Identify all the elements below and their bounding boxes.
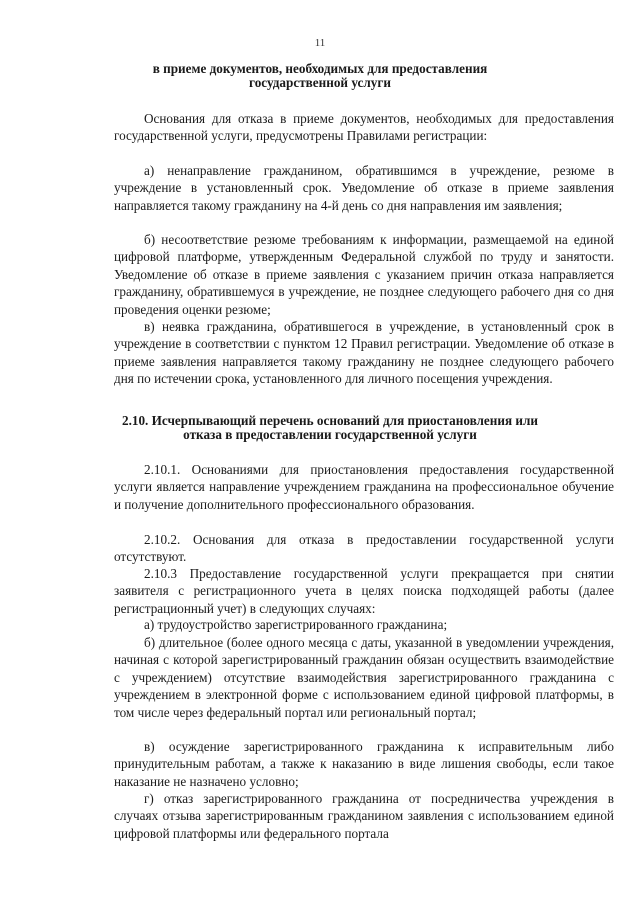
- paragraph-intro: Основания для отказа в приеме документов, необходимых для предоставления государственной услуги, предусмотрены Правилами регистрации:: [114, 111, 614, 144]
- paragraph-case-a: а) трудоустройство зарегистрированного гражданина;: [144, 617, 448, 632]
- paragraph-2-10-3: 2.10.3 Предоставление государственной услуги прекращается при снятии заявителя с регистрационного учета в целях поиска подходящей работы (далее регистрационный учет) в следующих случаях:: [114, 566, 614, 616]
- section-2-10-heading: 2.10. Исчерпывающий перечень оснований для приостановления или отказа в предоставлении государственной услуги: [121, 413, 539, 442]
- paragraph-case-b: б) длительное (более одного месяца с даты, указанной в уведомлении учреждения, начиная с которой зарегистрированный гражданин обязан осуществить взаимодействие с учреждением) отсутствие взаимодействия зарегистрированного гражданина с учреждением в электронной форме с использованием единой цифровой платформы, в том числе через федеральный портал или региональный портал;: [114, 635, 614, 720]
- page-number: 11: [314, 37, 326, 49]
- paragraph-item-a: а) ненаправление гражданином, обратившимся в учреждение, резюме в учреждение в установленный срок. Уведомление об отказе в приеме заявления направляется такому гражданину на 4-й день со дня направления им заявления;: [114, 163, 614, 213]
- paragraph-2-10-1: 2.10.1. Основаниями для приостановления предоставления государственной услуги является направление учреждением гражданина на профессиональное обучение и получение дополнительного профессионального образования.: [114, 462, 614, 512]
- section-heading: в приеме документов, необходимых для предоставления государственной услуги: [152, 61, 488, 90]
- paragraph-case-v: в) осуждение зарегистрированного гражданина к исправительным либо принудительным работам, а также к наказанию в виде лишения свободы, если такое наказание не назначено условно;: [114, 739, 614, 789]
- paragraph-item-b: б) несоответствие резюме требованиям к информации, размещаемой на единой цифровой платформе, утвержденным Федеральной службой по труду и занятости. Уведомление об отказе в приеме заявления с указанием причин отказа направляется гражданину, обратившемуся в учреждение, не позднее следующего рабочего дня со дня проведения оценки резюме;: [114, 232, 614, 317]
- paragraph-case-g: г) отказ зарегистрированного гражданина от посредничества учреждения в случаях отзыва зарегистрированным гражданином заявления с использованием единой цифровой платформы или федерального портала: [114, 791, 614, 841]
- paragraph-item-v: в) неявка гражданина, обратившегося в учреждение, в установленный срок в учреждение в соответствии с пунктом 12 Правил регистрации. Уведомление об отказе в приеме заявления направляется такому гражданину не позднее следующего рабочего дня по истечении срока, установленного для личного посещения учреждения.: [114, 319, 614, 387]
- paragraph-2-10-2: 2.10.2. Основания для отказа в предоставлении государственной услуги отсутствуют.: [114, 532, 614, 565]
